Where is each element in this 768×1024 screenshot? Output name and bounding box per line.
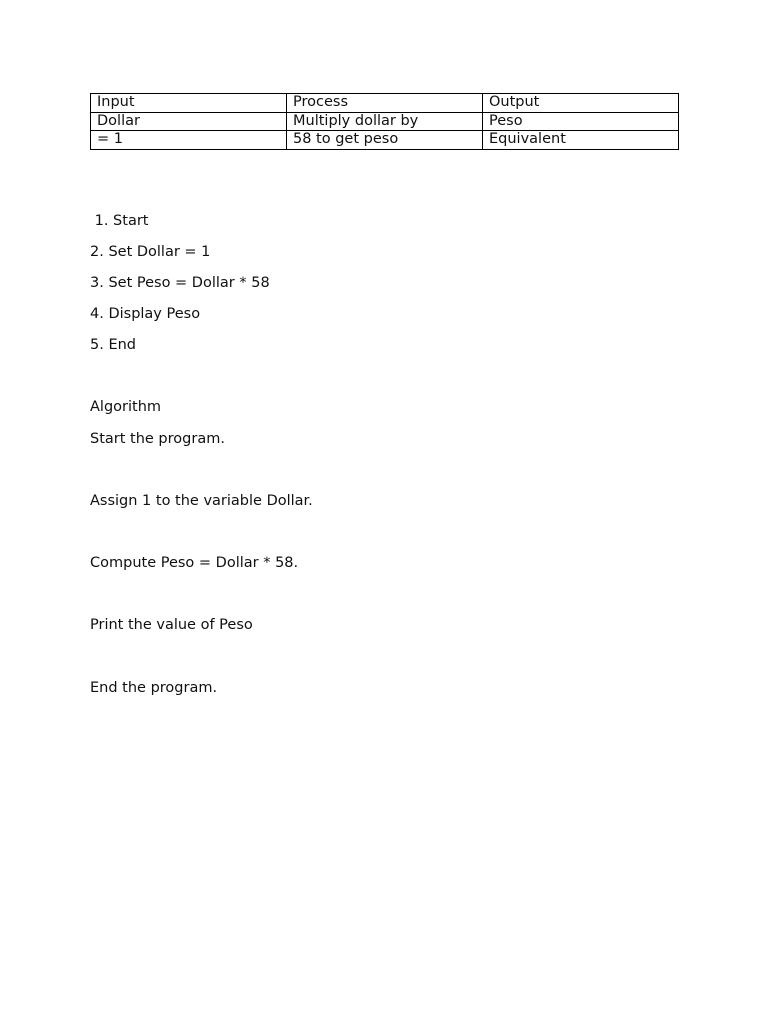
- ipo-table: [90, 93, 679, 150]
- table-cell: 58 to get peso: [287, 131, 483, 150]
- table-row: [91, 112, 679, 131]
- step-start: 1. Start: [90, 213, 149, 229]
- step-set-dollar: 2. Set Dollar = 1: [90, 244, 211, 260]
- table-cell: Peso: [483, 112, 679, 131]
- algorithm-line-assign: Assign 1 to the variable Dollar.: [90, 493, 313, 509]
- step-end: 5. End: [90, 337, 136, 353]
- algorithm-line-print: Print the value of Peso: [90, 617, 253, 633]
- algorithm-heading: Algorithm: [90, 399, 162, 415]
- algorithm-line-end: End the program.: [90, 680, 218, 696]
- algorithm-line-start: Start the program.: [90, 431, 225, 447]
- table-cell: Dollar: [91, 112, 287, 131]
- table-cell: Output: [483, 94, 679, 113]
- table-cell: Equivalent: [483, 131, 679, 150]
- table-row: [91, 131, 679, 150]
- step-set-peso: 3. Set Peso = Dollar * 58: [90, 275, 270, 291]
- table-cell: Process: [287, 94, 483, 113]
- table-cell: Input: [91, 94, 287, 113]
- table-cell: Multiply dollar by: [287, 112, 483, 131]
- step-display-peso: 4. Display Peso: [90, 306, 201, 322]
- algorithm-line-compute: Compute Peso = Dollar * 58.: [90, 555, 299, 571]
- table-cell: = 1: [91, 131, 287, 150]
- table-row: [91, 94, 679, 113]
